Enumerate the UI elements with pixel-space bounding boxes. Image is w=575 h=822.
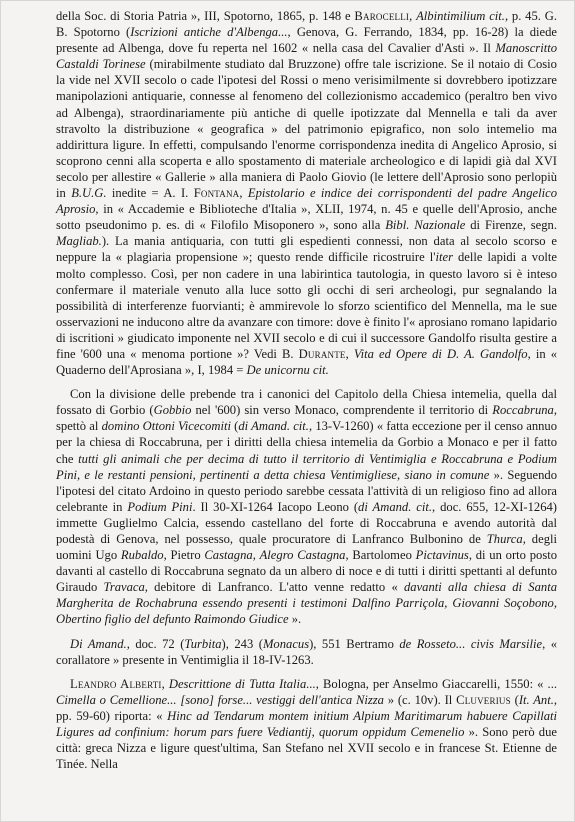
italic-text: Hinc ad Tendarum montem initium Alpium Maritimarum habuere Capillati Ligures ad confinium: horum pars fuere Vediantij, quorum oppidum Cemenelio <box>56 708 557 740</box>
text-run: della Soc. di Storia Patria », III, Spotorno, 1865, p. 148 e <box>56 9 355 23</box>
italic-text: tutti gli animali che per decima di tutto il territorio di Ventimiglia e Roccabruna e Podium Pini, e le restanti pensioni, pertinenti a detta chiesa Ventimigliese, siano in comune <box>56 451 557 482</box>
small-caps-name: Fontana <box>193 186 240 201</box>
text-run: » (c. 10v). Il <box>383 692 457 707</box>
italic-text: di Amand. cit. <box>238 419 309 434</box>
italic-text: It. Ant. <box>518 692 554 707</box>
text-run: , doc. 655, 12-XI-1264) immette Guglielmo Calcia, essendo castellano del forte di Roccabruna e avendo autorità dal podestà di Genova, nel possesso, quale procuratore di Lanfranco Bulbonino de <box>56 499 557 546</box>
small-caps-name: Cluverius <box>456 692 511 707</box>
paragraph <box>56 676 557 773</box>
paragraph-gap <box>56 378 557 386</box>
text-run: , pp. 59-60) riporta: « <box>56 692 558 723</box>
text-run: , in « Accademie e Biblioteche d'Italia », XLII, 1974, n. 45 e quelle dell'Aprosio, anche sotto pseudonimo p. es. di « Filofilo Misoponero », sono alla <box>56 202 557 233</box>
text-run: . Il 30-XI-1264 Iacopo Leono ( <box>192 499 359 514</box>
text-run: di Firenze, segn. <box>465 218 558 233</box>
italic-text: davanti alla chiesa di Santa Margherita de Rochabruna essendo presenti i testimoni Dalfino Parriçola, Giovanni Soçobono, Obertino figlio del defunto Raimondo Giudice <box>56 580 557 627</box>
italic-text: Monacus <box>262 636 310 651</box>
text-run: inedite = A. I. <box>106 186 194 201</box>
italic-text: de Rosseto... civis Marsilie <box>399 636 543 651</box>
paragraph <box>56 636 557 668</box>
italic-text: Thurca <box>486 532 523 546</box>
text-run: nel '600) sin verso Monaco, comprendente il territorio di <box>191 403 493 418</box>
text-run: , 13-V-1260) « fatta eccezione per il censo annuo per la chiesa di Roccabruna, per i diritti della chiesa intemelia da Gorbio a Monaco e per il fatto che <box>56 419 558 466</box>
text-run: , Bartolomeo <box>345 548 416 563</box>
italic-text: Descrittione di Tutta Italia... <box>168 676 316 691</box>
italic-text: Vita ed Opere di D. A. Gandolfo <box>353 346 528 361</box>
italic-text: Bibl. Nazionale <box>385 218 466 233</box>
italic-text: Roccabruna <box>492 403 554 418</box>
paragraph <box>56 8 557 378</box>
italic-text: Castagna <box>204 548 253 563</box>
italic-text: Cimella o Cemellione... [sono] forse... vestiggi dell'antica Nizza <box>56 692 384 707</box>
text-run: delle lapidi a volte molto complesso. Così, per non cadere in una labirintica tautologia, in questo lavoro si è inteso confermare il materiale venuto alla luce sotto gli occhi di seri archeologi, pur segnalando la possibilità di interferenze fuorvianti; è ammirevole lo sforzo scientifico del Mennella, ma le sue osservazioni ne inducono altre da avanzare con timore: dove è finito l'« aprosiano romano lapidario di iscritioni » giudicato imponente nel XVII secolo e di cui il successore Gandolfo risulta gestire a fine '600 una « menoma portione »? Vedi B. <box>56 250 557 361</box>
italic-text: Alegro Castagna <box>259 548 346 563</box>
text-run: , in « Quaderno dell'Aprosiana », I, 1984 = <box>56 346 558 378</box>
small-caps-name: Leandro Alberti <box>70 676 162 691</box>
text-run: ( <box>510 692 519 707</box>
paragraph-gap <box>56 628 557 636</box>
text-run: , di un orto posto davanti al castello di Roccabruna segnato da un albero di noce e di tutti i diritti spettanti al defunto Giraudo <box>56 548 558 595</box>
italic-text: Epistolario e indice dei corrispondenti del padre Angelico Aprosio <box>56 186 557 217</box>
italic-text: domino Ottoni Vicecomiti <box>101 419 231 434</box>
text-run: (mirabilmente studiato dal Bruzzone) offre tale iscrizione. Se il notaio di Cosio la vide nel XVII secolo o cade l'ipotesi del Rossi o meno verisimilmente si dovrebbero ipotizzare manipolazioni antiquarie, connesse al fenomeno del collezionismo accademico (peraltro ben vivo ad Albenga), straordinariamente più antiche di quelle ipotizzate dal Mennella e tali da aver stravolto la distribuzione « geografica » del patrimonio epigrafico, non solo intemelio ma addirittura ligure. In effetti, compulsando l'enorme corrispondenza inedita di Angelico Aprosio, si scoprono cenni alla scoperta e allo spostamento di materiale archeologico e di lapidi già dal XVI secolo per allestire « Gallerie » alla maniera di Paolo Giovio (le lettere dell'Aprosio sono perlopiù in <box>56 57 557 201</box>
italic-text: Travaca <box>103 580 145 595</box>
italic-text: Iscrizioni antiche d'Albenga... <box>130 25 288 40</box>
small-caps-name: Durante <box>298 346 346 361</box>
text-run: , Genova, G. Ferrando, 1834, pp. 16-28) la diede presente ad Albenga, dove fu reperta nel 1602 « nella casa del Cavalier d'Asti ». Il <box>56 25 557 56</box>
italic-text: Gobbio <box>153 403 192 418</box>
paragraph <box>56 386 557 627</box>
text-run: Con la divisione delle prebende tra i canonici del Capitolo della Chiesa intemelia, quella dal fossato di Gorbio ( <box>56 387 557 418</box>
italic-text: Pictavinus <box>415 548 469 563</box>
text-run: , <box>252 548 260 563</box>
italic-text: Manoscritto Castaldi Torinese <box>56 41 557 72</box>
text-run: , <box>161 676 169 691</box>
text-run: , doc. 72 ( <box>126 636 185 651</box>
italic-text: Rubaldo <box>120 548 164 563</box>
text-run: ». Seguendo l'ipotesi del citato Ardoino in questo periodo sarebbe cessata l'attività di un religioso fino ad allora celebrante in <box>56 467 557 514</box>
text-run: ». <box>288 612 302 627</box>
italic-text: De unicornu cit. <box>246 363 329 378</box>
italic-text: Podium Pini <box>127 499 193 514</box>
text-run: , p. 45. G. B. Spotorno ( <box>56 9 557 40</box>
italic-text: B.U.G. <box>71 186 107 201</box>
text-run: , debitore di Lanfranco. L'atto venne redatto « <box>144 580 404 595</box>
text-run: , <box>345 346 354 361</box>
italic-text: Albintimilium cit. <box>416 9 505 23</box>
italic-text: Turbita <box>184 636 222 651</box>
text-run: , Pietro <box>163 548 205 563</box>
text-run: , degli uomini Ugo <box>56 532 557 563</box>
small-caps-name: Barocelli <box>354 9 410 23</box>
italic-text: Di Amand. <box>70 636 127 651</box>
italic-text: Magliab. <box>56 234 102 249</box>
italic-text: di Amand. cit. <box>358 499 433 514</box>
text-run: ». Sono però due città: greca Nizza e ligure quest'ultima, San Stefano nel XVII secolo e in francese St. Etienne de Tinée. Nella <box>56 725 557 772</box>
text-run: ), 243 ( <box>221 636 263 651</box>
text-run: , spettò al <box>56 403 557 434</box>
text-run: , « corallatore » presente in Ventimiglia il 18-IV-1263. <box>56 636 558 667</box>
text-run: , Bologna, per Anselmo Giaccarelli, 1550: « ... <box>315 676 557 691</box>
text-run: ). La mania antiquaria, con tutti gli espedienti connessi, non data al secolo scorso e neppure la « plagiaria propensione »; questo rende difficile ricostruire l' <box>56 234 557 265</box>
text-run: ), 551 Bertramo <box>309 636 400 651</box>
text-run: , <box>409 9 417 23</box>
document-body <box>56 8 557 772</box>
text-run: , <box>239 186 248 201</box>
paragraph-gap <box>56 668 557 676</box>
text-run: ( <box>230 419 239 434</box>
italic-text: iter <box>435 250 453 265</box>
